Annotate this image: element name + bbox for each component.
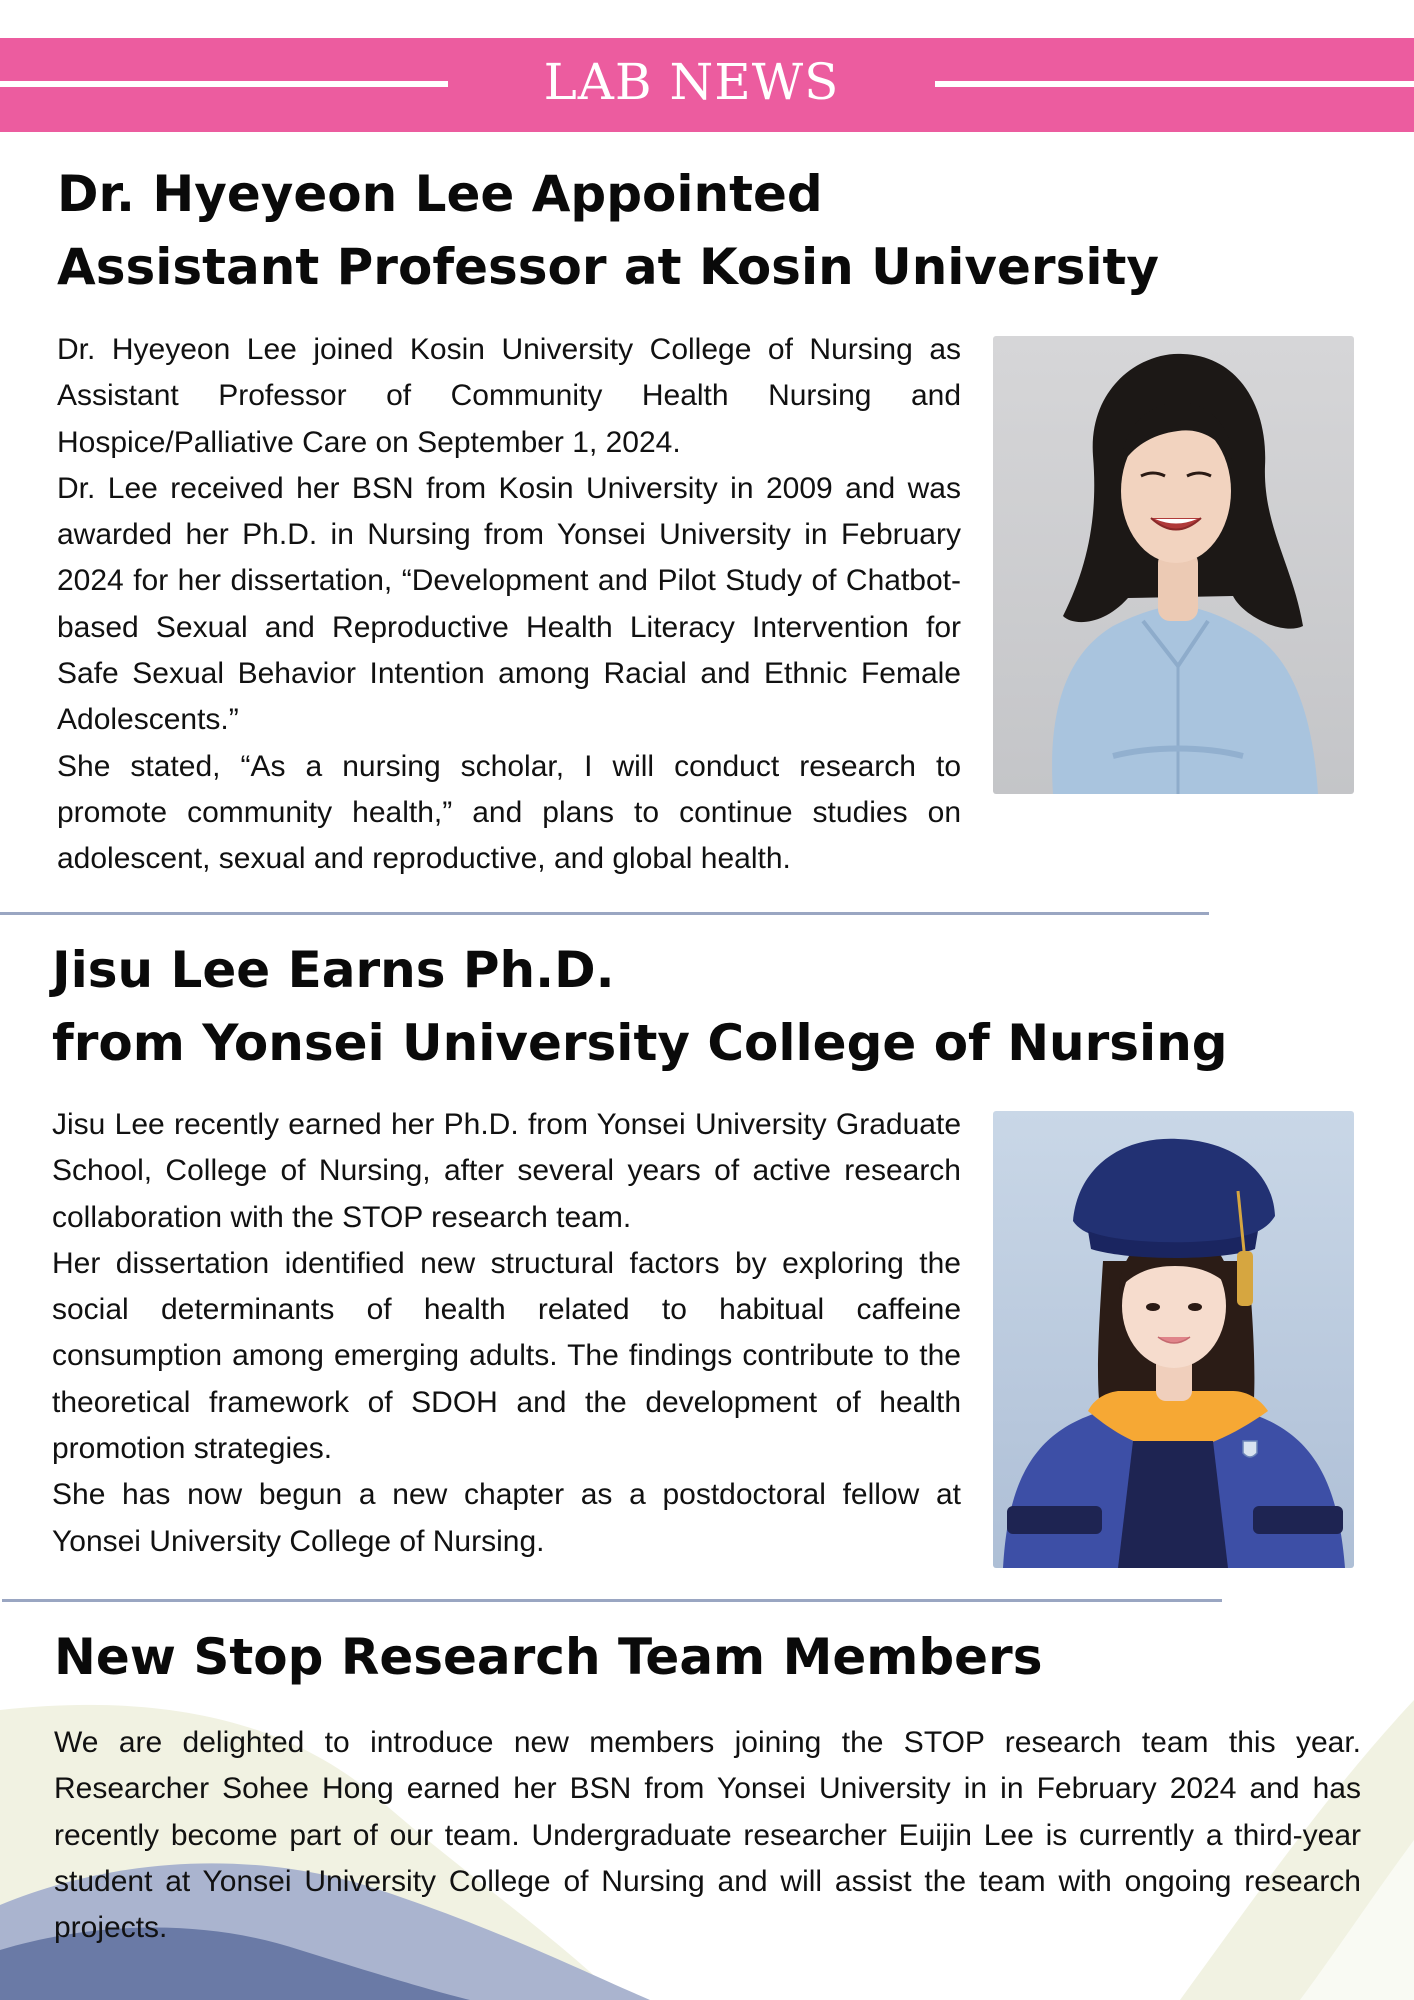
article-2-paragraph: Her dissertation identified new structural factors by exploring the social determinants of health related to habitual caffeine consumption among emerging adults. The findings contribute to the theoretical framework of SDOH and the development of health promotion strategies. bbox=[52, 1246, 961, 1466]
article-2-paragraph: Jisu Lee recently earned her Ph.D. from Yonsei University Graduate School, College of Nursing, after several years of active research collaboration with the STOP research team. bbox=[52, 1108, 961, 1234]
article-1-headline bbox=[57, 158, 1159, 304]
article-2-body bbox=[52, 1102, 961, 1565]
article-3-headline bbox=[54, 1621, 1042, 1694]
article-2-headline-line-2: from Yonsei University College of Nursing bbox=[52, 1014, 1228, 1072]
section-divider-1 bbox=[0, 912, 1209, 915]
article-3-headline-text: New Stop Research Team Members bbox=[54, 1628, 1043, 1686]
banner-rule-right bbox=[935, 81, 1414, 87]
article-3-body bbox=[54, 1720, 1361, 1951]
jisu-lee-graduation-photo bbox=[993, 1111, 1354, 1568]
article-1-paragraph: Dr. Lee received her BSN from Kosin University in 2009 and was awarded her Ph.D. in Nursing from Yonsei University in February 2024 for her dissertation, “Development and Pilot Study of Chatbot-based Sexual and Reproductive Health Literacy Intervention for Safe Sexual Behavior Intention among Racial and Ethnic Female Adolescents.” bbox=[57, 471, 961, 737]
article-1-headline-line-1: Dr. Hyeyeon Lee Appointed bbox=[57, 165, 823, 223]
article-3-paragraph: We are delighted to introduce new members joining the STOP research team this year. Researcher Sohee Hong earned her BSN from Yonsei University in in February 2024 and has recently become part of our team. Undergraduate researcher Euijin Lee is currently a third-year student at Yonsei University College of Nursing and will assist the team with ongoing research projects. bbox=[54, 1726, 1361, 1945]
article-2-headline-line-1: Jisu Lee Earns Ph.D. bbox=[52, 941, 615, 999]
hyeyeon-lee-portrait-photo bbox=[993, 336, 1354, 794]
section-divider-2 bbox=[2, 1599, 1222, 1602]
article-1-body bbox=[57, 327, 961, 883]
article-1-headline-line-2: Assistant Professor at Kosin University bbox=[57, 238, 1159, 296]
lab-news-banner bbox=[0, 38, 1414, 132]
article-1-paragraph: She stated, “As a nursing scholar, I will conduct research to promote community health,” and plans to continue studies on adolescent, sexual and reproductive, and global health. bbox=[57, 749, 961, 876]
banner-title: LAB NEWS bbox=[543, 53, 840, 111]
banner-rule-left bbox=[0, 81, 448, 87]
article-2-headline bbox=[52, 934, 1228, 1080]
article-2-paragraph: She has now begun a new chapter as a postdoctoral fellow at Yonsei University College of Nursing. bbox=[52, 1478, 961, 1558]
article-1-paragraph: Dr. Hyeyeon Lee joined Kosin University College of Nursing as Assistant Professor of Community Health Nursing and Hospice/Palliative Care on September 1, 2024. bbox=[57, 333, 961, 459]
